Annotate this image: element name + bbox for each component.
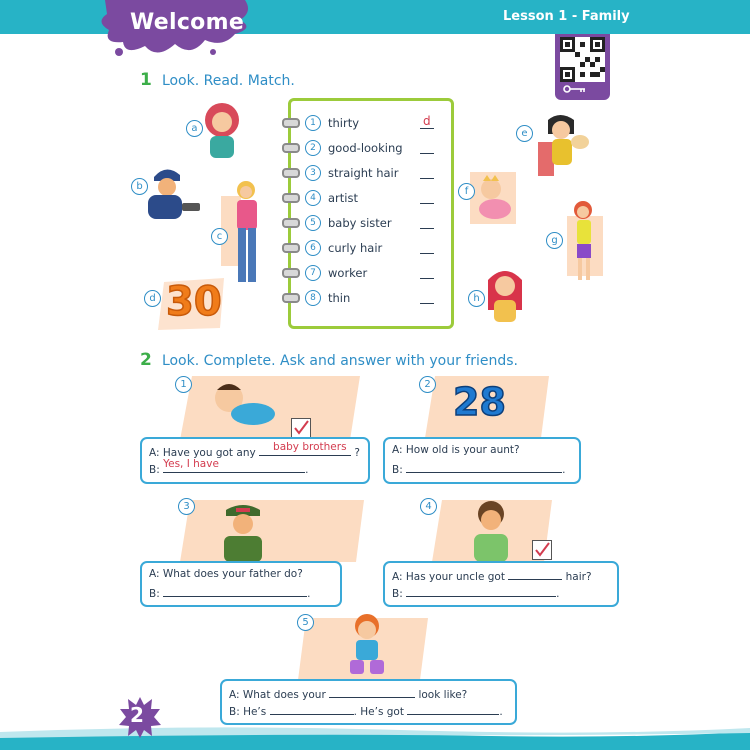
question-3-box bbox=[140, 561, 342, 607]
question-2-number: 2 bbox=[419, 376, 436, 393]
question-2-b-prefix: B: bbox=[392, 464, 403, 476]
page-title: Welcome bbox=[130, 10, 245, 35]
question-2-line-b bbox=[392, 461, 565, 476]
match-item-word: thirty bbox=[328, 116, 360, 130]
question-1-box bbox=[140, 437, 370, 484]
answer-blank[interactable] bbox=[420, 153, 434, 154]
matching-notebook bbox=[288, 98, 454, 329]
tick-box[interactable] bbox=[532, 540, 552, 560]
page-number: 2 bbox=[130, 703, 144, 727]
question-1-b-blank[interactable] bbox=[163, 458, 305, 473]
match-item-number: 5 bbox=[305, 215, 321, 231]
peach-panel bbox=[180, 500, 364, 562]
curly-hair-girl-image bbox=[200, 100, 245, 160]
question-1-a-suffix: ? bbox=[354, 447, 360, 459]
match-item-number: 6 bbox=[305, 240, 321, 256]
worker-image bbox=[142, 163, 204, 221]
key-icon bbox=[563, 84, 587, 94]
question-5-b-middle: . He’s got bbox=[353, 706, 404, 718]
section-2-number: 2 bbox=[140, 350, 152, 370]
thirty-number-picture: 30 bbox=[166, 279, 222, 325]
footer-wave bbox=[0, 712, 750, 750]
match-item-number: 8 bbox=[305, 290, 321, 306]
question-2-box bbox=[383, 437, 581, 484]
question-1-number: 1 bbox=[175, 376, 192, 393]
baby-sister-image bbox=[473, 175, 513, 223]
question-2-a-text: A: How old is your aunt? bbox=[392, 444, 520, 456]
question-2-b-suffix: . bbox=[562, 464, 566, 476]
question-3-line-b bbox=[149, 585, 310, 600]
label-e: e bbox=[516, 125, 533, 142]
tick-box[interactable] bbox=[291, 418, 311, 438]
match-item-word: worker bbox=[328, 266, 368, 280]
section-1-instruction: Look. Read. Match. bbox=[161, 73, 295, 89]
match-item-word: curly hair bbox=[328, 241, 383, 255]
check-icon bbox=[533, 541, 551, 559]
answer-blank[interactable] bbox=[420, 253, 434, 254]
question-1-b-prefix: B: bbox=[149, 464, 160, 476]
label-a: a bbox=[186, 120, 203, 137]
answer-blank[interactable] bbox=[420, 178, 434, 179]
good-looking-woman-image bbox=[228, 180, 266, 288]
question-3-b-prefix: B: bbox=[149, 588, 160, 600]
match-item bbox=[305, 190, 358, 210]
qr-code-icon bbox=[560, 37, 605, 82]
match-item-number: 7 bbox=[305, 265, 321, 281]
notebook-ring bbox=[282, 143, 300, 153]
question-5-a-blank[interactable] bbox=[329, 686, 415, 698]
match-item bbox=[305, 290, 350, 310]
label-d: d bbox=[144, 290, 161, 307]
baby-brother-image bbox=[207, 380, 279, 430]
question-1-line-b bbox=[149, 458, 309, 476]
answer-blank[interactable] bbox=[420, 228, 434, 229]
age-number-picture: 28 bbox=[453, 380, 506, 424]
section-2-heading bbox=[140, 350, 518, 370]
label-c: c bbox=[211, 228, 228, 245]
question-5-a-suffix: look like? bbox=[418, 689, 468, 701]
label-g: g bbox=[546, 232, 563, 249]
question-4-a-blank[interactable] bbox=[508, 568, 562, 580]
question-5-line-a bbox=[229, 686, 467, 701]
answer-blank[interactable] bbox=[420, 303, 434, 304]
match-item bbox=[305, 240, 382, 260]
question-1-a-blank[interactable] bbox=[259, 441, 351, 456]
notebook-ring bbox=[282, 193, 300, 203]
section-1-number: 1 bbox=[140, 70, 152, 90]
question-4-box bbox=[383, 561, 619, 607]
match-item bbox=[305, 140, 403, 160]
match-item bbox=[305, 165, 398, 185]
uncle-image bbox=[468, 500, 514, 562]
question-4-a-prefix: A: Has your uncle got bbox=[392, 571, 505, 583]
artist-image bbox=[534, 112, 590, 176]
question-4-number: 4 bbox=[420, 498, 437, 515]
question-1-b-suffix: . bbox=[305, 464, 309, 476]
notebook-ring bbox=[282, 218, 300, 228]
question-1-line-a bbox=[149, 441, 360, 459]
answer-blank[interactable] bbox=[420, 203, 434, 204]
label-f: f bbox=[458, 183, 475, 200]
question-5-number: 5 bbox=[297, 614, 314, 631]
notebook-ring bbox=[282, 293, 300, 303]
match-item bbox=[305, 114, 431, 135]
match-item-word: baby sister bbox=[328, 216, 392, 230]
lesson-title: Lesson 1 - Family bbox=[503, 9, 630, 24]
question-4-b-prefix: B: bbox=[392, 588, 403, 600]
question-4-a-suffix: hair? bbox=[565, 571, 592, 583]
question-1-a-answer: baby brothers bbox=[273, 441, 347, 453]
qr-code-badge[interactable] bbox=[555, 34, 610, 100]
question-3-b-blank[interactable] bbox=[163, 585, 307, 597]
match-item-number: 3 bbox=[305, 165, 321, 181]
boy-image bbox=[344, 612, 390, 678]
check-icon bbox=[292, 419, 310, 437]
straight-hair-girl-image bbox=[484, 266, 526, 324]
question-2-b-blank[interactable] bbox=[406, 461, 562, 473]
answer-blank[interactable] bbox=[420, 128, 434, 129]
answer-blank[interactable] bbox=[420, 278, 434, 279]
question-5-b-suffix: . bbox=[499, 706, 503, 718]
notebook-ring bbox=[282, 118, 300, 128]
question-3-a-text: A: What does your father do? bbox=[149, 568, 303, 580]
question-3-b-suffix: . bbox=[307, 588, 311, 600]
question-3-number: 3 bbox=[178, 498, 195, 515]
question-4-b-suffix: . bbox=[556, 588, 560, 600]
question-5-a-prefix: A: What does your bbox=[229, 689, 326, 701]
match-item bbox=[305, 265, 367, 285]
notebook-ring bbox=[282, 268, 300, 278]
thin-girl-image bbox=[565, 198, 605, 286]
match-item-word: straight hair bbox=[328, 166, 399, 180]
question-4-line-b bbox=[392, 585, 559, 600]
question-4-b-blank[interactable] bbox=[406, 585, 556, 597]
match-item-word: good-looking bbox=[328, 141, 403, 155]
soldier-father-image bbox=[218, 500, 268, 562]
section-2-instruction: Look. Complete. Ask and answer with your friends. bbox=[161, 353, 519, 369]
label-b: b bbox=[131, 178, 148, 195]
match-item-word: thin bbox=[328, 291, 351, 305]
question-4-line-a bbox=[392, 568, 592, 583]
match-item-answer: d bbox=[423, 114, 431, 128]
notebook-ring bbox=[282, 168, 300, 178]
match-item-number: 4 bbox=[305, 190, 321, 206]
match-item bbox=[305, 215, 392, 235]
section-1-heading bbox=[140, 70, 295, 90]
question-1-b-answer: Yes, I have bbox=[163, 458, 219, 470]
match-item-word: artist bbox=[328, 191, 358, 205]
match-item-number: 1 bbox=[305, 115, 321, 131]
notebook-ring bbox=[282, 243, 300, 253]
match-item-number: 2 bbox=[305, 140, 321, 156]
label-h: h bbox=[468, 290, 485, 307]
question-5-b-prefix: B: He’s bbox=[229, 706, 267, 718]
question-1-a-prefix: A: Have you got any bbox=[149, 447, 256, 459]
